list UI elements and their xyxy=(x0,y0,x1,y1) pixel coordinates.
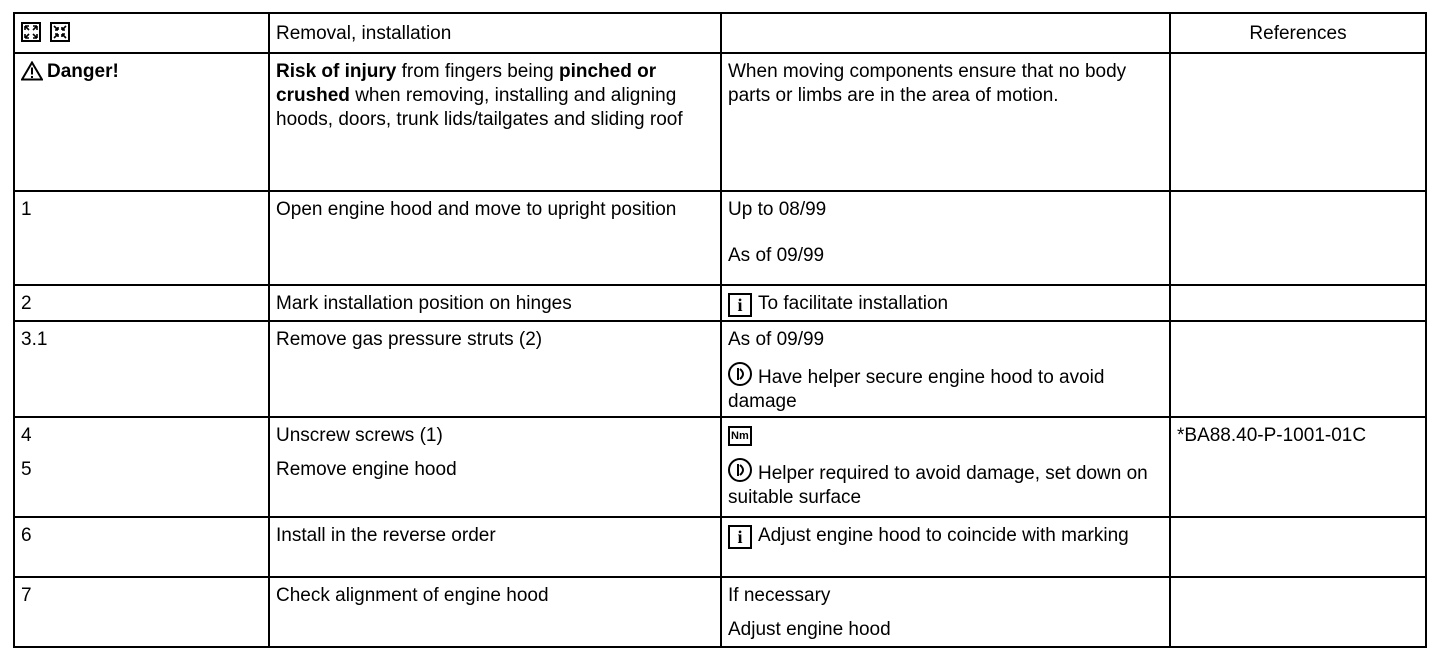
step-note: To facilitate installation xyxy=(758,293,949,314)
step-note-cell xyxy=(721,321,1170,417)
step-ref-cell xyxy=(1170,191,1426,285)
step-text: Check alignment of engine hood xyxy=(269,577,721,647)
step-note-cell xyxy=(721,285,1170,321)
table-row xyxy=(14,577,1426,647)
risk-text-2: when removing, installing and aligning hoods, doors, trunk lids/tailgates and sliding roof xyxy=(276,85,683,130)
step-note-wrap xyxy=(728,458,1163,510)
step-text: Unscrew screws (1) xyxy=(276,425,443,446)
danger-risk-cell xyxy=(269,53,721,191)
table-row xyxy=(14,285,1426,321)
procedure-table xyxy=(13,12,1427,648)
step-number: 7 xyxy=(14,577,269,647)
table-row xyxy=(14,321,1426,417)
step-ref-cell xyxy=(1170,321,1426,417)
step-note: If necessary xyxy=(728,585,831,606)
step-ref-cell xyxy=(1170,417,1426,517)
step-note-cell xyxy=(721,577,1170,647)
table-row xyxy=(14,417,1426,517)
step-text-cell xyxy=(269,417,721,517)
table-row xyxy=(14,191,1426,285)
torque-line xyxy=(728,424,1163,448)
step-number: 2 xyxy=(14,285,269,321)
references-header: References xyxy=(1170,13,1426,53)
step-note-cell xyxy=(721,417,1170,517)
caution-note-icon xyxy=(728,458,752,482)
risk-text-1: from fingers being xyxy=(396,61,559,82)
step-note: Up to 08/99 xyxy=(728,199,827,220)
step-number: 6 xyxy=(14,517,269,577)
step-ref-cell xyxy=(1170,577,1426,647)
step-number: 5 xyxy=(21,459,32,480)
header-icons-cell xyxy=(14,13,269,53)
step-note-cell xyxy=(721,191,1170,285)
danger-ref-cell xyxy=(1170,53,1426,191)
header-empty-cell xyxy=(721,13,1170,53)
step-number: 3.1 xyxy=(14,321,269,417)
danger-label: Danger! xyxy=(47,61,119,82)
collapse-icon[interactable] xyxy=(50,22,70,42)
reference-link[interactable]: *BA88.40-P-1001-01C xyxy=(1177,425,1367,446)
step-text: Mark installation position on hinges xyxy=(269,285,721,321)
expand-icon[interactable] xyxy=(21,22,41,42)
step-note: Adjust engine hood xyxy=(728,619,891,640)
step-number: 4 xyxy=(21,425,32,446)
step-note-cell xyxy=(721,517,1170,577)
step-text: Remove engine hood xyxy=(276,459,457,480)
step-text: Open engine hood and move to upright position xyxy=(269,191,721,285)
step-note: Have helper secure engine hood to avoid damage xyxy=(728,367,1105,412)
step-note-wrap xyxy=(728,362,1163,414)
step-note: As of 09/99 xyxy=(728,329,825,350)
step-ref-cell xyxy=(1170,285,1426,321)
header-row xyxy=(14,13,1426,53)
danger-label-cell xyxy=(14,53,269,191)
info-icon: i xyxy=(728,293,752,317)
table-row xyxy=(14,517,1426,577)
step-note: Adjust engine hood to coincide with marking xyxy=(758,525,1129,546)
step-number-cell xyxy=(14,417,269,517)
danger-action-cell: When moving components ensure that no body parts or limbs are in the area of motion. xyxy=(721,53,1170,191)
section-title: Removal, installation xyxy=(269,13,721,53)
step-text: Remove gas pressure struts (2) xyxy=(269,321,721,417)
info-icon: i xyxy=(728,525,752,549)
risk-text-bold-2: pinched or crushed xyxy=(276,61,657,106)
step-ref-cell xyxy=(1170,517,1426,577)
step-note: As of 09/99 xyxy=(728,245,825,266)
risk-text-bold-1: Risk of injury xyxy=(276,61,397,82)
danger-row xyxy=(14,53,1426,191)
caution-note-icon xyxy=(728,362,752,386)
warning-triangle-icon xyxy=(21,61,43,88)
step-number: 1 xyxy=(14,191,269,285)
torque-icon: Nm xyxy=(728,426,752,446)
step-note: Helper required to avoid damage, set down on suitable surface xyxy=(728,463,1148,508)
step-text: Install in the reverse order xyxy=(269,517,721,577)
